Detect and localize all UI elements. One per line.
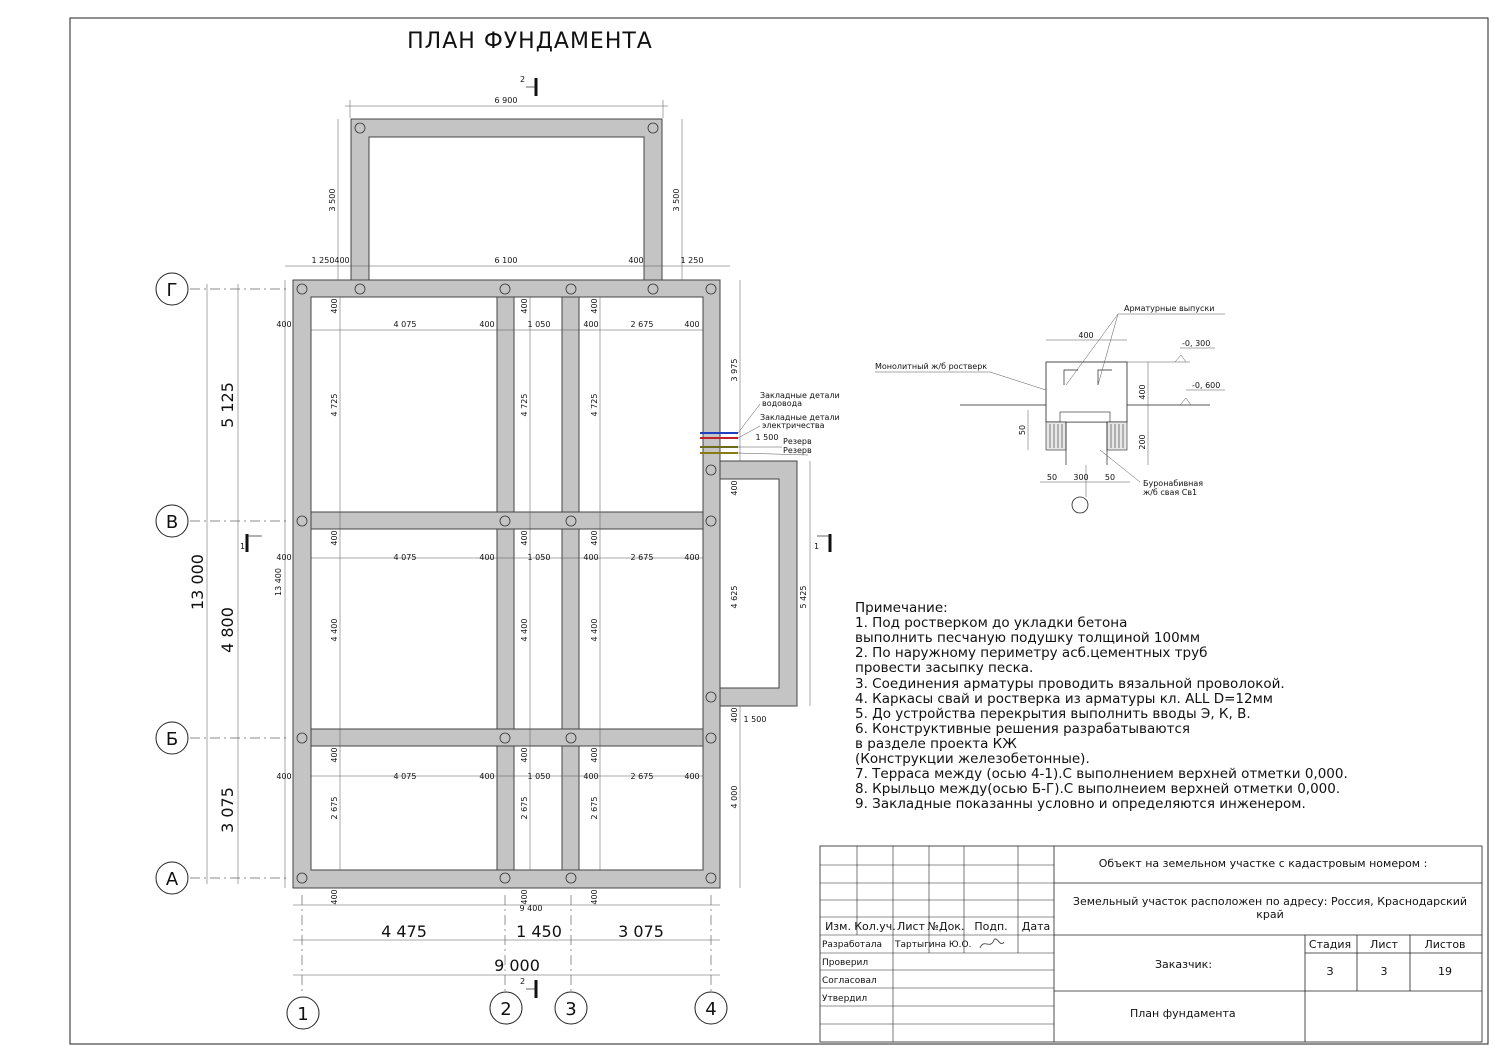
svg-text:1: 1 xyxy=(297,1004,309,1025)
svg-text:Закладные детали: Закладные детали xyxy=(760,391,840,400)
svg-text:400: 400 xyxy=(520,747,529,763)
svg-text:400: 400 xyxy=(330,530,339,546)
svg-text:3 500: 3 500 xyxy=(328,188,337,212)
svg-text:400: 400 xyxy=(590,747,599,763)
section-marker-2-bottom xyxy=(520,977,536,998)
svg-text:3 075: 3 075 xyxy=(618,922,664,941)
beam-axis-v xyxy=(311,512,703,529)
svg-text:Б: Б xyxy=(165,729,179,750)
svg-text:400: 400 xyxy=(684,772,700,781)
axis-lines xyxy=(190,289,711,995)
svg-text:Объект на земельном участке с: Объект на земельном участке с кадастровым номером : xyxy=(1098,857,1428,870)
svg-text:Подп.: Подп. xyxy=(974,920,1008,933)
axis-bubble-4 xyxy=(695,992,727,1024)
svg-text:200: 200 xyxy=(1138,434,1147,450)
svg-text:Резерв: Резерв xyxy=(783,446,812,455)
svg-text:электричества: электричества xyxy=(762,421,825,430)
svg-text:-0, 300: -0, 300 xyxy=(1182,339,1211,348)
svg-text:1 500: 1 500 xyxy=(743,715,767,724)
svg-text:3: 3 xyxy=(565,999,577,1020)
svg-text:13 400: 13 400 xyxy=(274,568,283,596)
svg-text:400: 400 xyxy=(479,320,495,329)
svg-text:19: 19 xyxy=(1438,965,1452,978)
svg-text:400: 400 xyxy=(590,889,599,905)
svg-text:4 400: 4 400 xyxy=(590,618,599,642)
beam-axis-2 xyxy=(497,297,514,870)
svg-text:край: край xyxy=(1256,908,1284,921)
utility-inlets xyxy=(700,391,840,455)
svg-text:Согласовал: Согласовал xyxy=(822,976,877,986)
axis-bubble-3 xyxy=(555,992,587,1024)
notes-heading: Примечание: xyxy=(855,600,948,616)
svg-text:400: 400 xyxy=(276,772,292,781)
svg-text:4: 4 xyxy=(705,999,717,1020)
svg-text:1 500: 1 500 xyxy=(755,433,779,442)
svg-text:400: 400 xyxy=(479,553,495,562)
svg-text:3: 3 xyxy=(1380,965,1388,978)
svg-text:Стадия: Стадия xyxy=(1308,938,1352,951)
section-marker-2-top xyxy=(520,75,536,96)
svg-text:4 625: 4 625 xyxy=(730,585,739,609)
svg-text:400: 400 xyxy=(520,530,529,546)
svg-text:400: 400 xyxy=(1078,331,1094,340)
svg-text:3 075: 3 075 xyxy=(218,787,237,833)
svg-text:в разделе проекта КЖ: в разделе проекта КЖ xyxy=(855,736,1017,752)
svg-text:400: 400 xyxy=(330,747,339,763)
axis-bubble-g xyxy=(156,273,188,305)
svg-text:4. Каркасы свай и ростверка из: 4. Каркасы свай и ростверка из арматуры кл. ALL D=12мм xyxy=(855,691,1273,707)
svg-text:2: 2 xyxy=(520,977,526,986)
svg-text:6. Конструктивные решения разр: 6. Конструктивные решения разрабатываются xyxy=(855,721,1191,737)
svg-text:9. Закладные показанны условно: 9. Закладные показанны условно и определяются инженером. xyxy=(855,796,1306,812)
svg-text:400: 400 xyxy=(330,889,339,905)
svg-text:А: А xyxy=(165,869,179,890)
svg-text:2 675: 2 675 xyxy=(630,553,654,562)
svg-text:ж/б свая Св1: ж/б свая Св1 xyxy=(1143,488,1198,497)
axis-bubble-v xyxy=(156,505,188,537)
svg-text:300: 300 xyxy=(1073,473,1089,482)
svg-text:400: 400 xyxy=(583,553,599,562)
svg-text:400: 400 xyxy=(730,707,739,723)
svg-text:З: З xyxy=(1326,965,1334,978)
svg-text:2 675: 2 675 xyxy=(520,796,529,820)
svg-text:8. Крыльцо между(осью Б-Г).С в: 8. Крыльцо между(осью Б-Г).С выполнеием верхней отметки 0,000. xyxy=(855,781,1341,797)
svg-text:(Конструкции железобетонные).: (Конструкции железобетонные). xyxy=(855,751,1090,767)
svg-text:400: 400 xyxy=(334,256,350,265)
svg-text:1 250: 1 250 xyxy=(680,256,704,265)
svg-text:1. Под ростверком до укладки б: 1. Под ростверком до укладки бетона xyxy=(855,615,1128,631)
svg-text:водовода: водовода xyxy=(762,399,803,408)
svg-text:провести засыпку песка.: провести засыпку песка. xyxy=(855,660,1034,676)
svg-text:13 000: 13 000 xyxy=(188,554,207,610)
drawing-title: ПЛАН ФУНДАМЕНТА xyxy=(407,29,653,54)
svg-text:9 000: 9 000 xyxy=(494,956,540,975)
title-block xyxy=(820,846,1482,1042)
svg-text:400: 400 xyxy=(590,530,599,546)
signature-mark xyxy=(980,939,1004,948)
svg-text:4 725: 4 725 xyxy=(520,393,529,417)
beam-axis-3 xyxy=(562,297,579,870)
svg-text:50: 50 xyxy=(1104,473,1116,482)
axis-bubble-b xyxy=(156,722,188,754)
svg-text:Заказчик:: Заказчик: xyxy=(1155,958,1213,971)
svg-text:3 500: 3 500 xyxy=(672,188,681,212)
svg-text:400: 400 xyxy=(276,320,292,329)
svg-text:7. Терраса между (осью 4-1).С: 7. Терраса между (осью 4-1).С выполнением верхней отметки 0,000. xyxy=(855,766,1348,782)
svg-text:Закладные детали: Закладные детали xyxy=(760,413,840,422)
svg-text:400: 400 xyxy=(684,553,700,562)
svg-text:2 675: 2 675 xyxy=(630,772,654,781)
svg-text:400: 400 xyxy=(520,889,529,905)
svg-text:3 975: 3 975 xyxy=(730,358,739,382)
svg-text:Г: Г xyxy=(166,280,178,301)
svg-text:3. Соединения арматуры проводи: 3. Соединения арматуры проводить вязальной проволокой. xyxy=(855,676,1285,692)
svg-text:1 050: 1 050 xyxy=(527,320,551,329)
svg-text:Изм.: Изм. xyxy=(825,920,851,933)
svg-text:Дата: Дата xyxy=(1021,920,1051,933)
svg-text:1: 1 xyxy=(814,542,820,551)
axis-bubble-1 xyxy=(287,997,319,1029)
svg-text:5. До устройства перекрытия вы: 5. До устройства перекрытия выполнить вводы Э, К, В. xyxy=(855,706,1251,722)
svg-text:Резерв: Резерв xyxy=(783,437,812,446)
pile-section-detail xyxy=(875,304,1225,513)
svg-text:4 075: 4 075 xyxy=(393,320,417,329)
section-marker-1-right xyxy=(814,534,830,552)
svg-text:2 675: 2 675 xyxy=(630,320,654,329)
svg-text:Монолитный ж/б ростверк: Монолитный ж/б ростверк xyxy=(875,362,988,371)
svg-text:-0, 600: -0, 600 xyxy=(1192,381,1221,390)
svg-text:4 725: 4 725 xyxy=(330,393,339,417)
svg-text:50: 50 xyxy=(1046,473,1058,482)
svg-text:1: 1 xyxy=(240,542,246,551)
svg-text:400: 400 xyxy=(1138,384,1147,400)
axis-bubble-a xyxy=(156,862,188,894)
svg-text:1 250: 1 250 xyxy=(311,256,335,265)
beam-axis-b xyxy=(311,729,703,746)
svg-text:Тартыгина Ю.О.: Тартыгина Ю.О. xyxy=(895,940,972,950)
section-marker-1-left xyxy=(240,534,262,552)
svg-text:Арматурные выпуски: Арматурные выпуски xyxy=(1124,304,1215,313)
svg-text:400: 400 xyxy=(583,320,599,329)
svg-text:Утвердил: Утвердил xyxy=(822,994,868,1004)
svg-text:4 400: 4 400 xyxy=(330,618,339,642)
svg-text:6 100: 6 100 xyxy=(494,256,518,265)
svg-text:2. По наружному периметру асб.: 2. По наружному периметру асб.цементных труб xyxy=(855,645,1208,661)
svg-text:5 425: 5 425 xyxy=(799,585,808,609)
svg-text:400: 400 xyxy=(730,480,739,496)
svg-text:2 675: 2 675 xyxy=(590,796,599,820)
svg-text:Листов: Листов xyxy=(1424,938,1466,951)
svg-text:1 050: 1 050 xyxy=(527,553,551,562)
svg-text:Земельный участок расположен п: Земельный участок расположен по адресу: Россия, Краснодарский xyxy=(1072,895,1468,908)
axis-bubble-2 xyxy=(490,992,522,1024)
svg-text:400: 400 xyxy=(628,256,644,265)
svg-text:Лист: Лист xyxy=(897,920,925,933)
svg-text:План фундамента: План фундамента xyxy=(1130,1007,1236,1020)
svg-text:выполнить песчаную подушку тол: выполнить песчаную подушку толщиной 100мм xyxy=(855,630,1201,646)
svg-text:4 075: 4 075 xyxy=(393,772,417,781)
svg-text:Кол.уч.: Кол.уч. xyxy=(854,920,896,933)
svg-text:400: 400 xyxy=(330,298,339,314)
notes-block xyxy=(855,600,1348,812)
svg-text:4 400: 4 400 xyxy=(520,618,529,642)
svg-text:Буронабивная: Буронабивная xyxy=(1143,479,1204,488)
svg-text:В: В xyxy=(165,512,179,533)
porch-beam xyxy=(720,461,797,706)
svg-text:Лист: Лист xyxy=(1370,938,1398,951)
svg-text:Разработала: Разработала xyxy=(822,940,883,950)
svg-text:400: 400 xyxy=(583,772,599,781)
svg-text:400: 400 xyxy=(684,320,700,329)
svg-text:2: 2 xyxy=(500,999,512,1020)
svg-text:4 475: 4 475 xyxy=(381,922,427,941)
svg-text:2: 2 xyxy=(520,75,526,84)
svg-text:Проверил: Проверил xyxy=(822,958,869,968)
svg-text:5 125: 5 125 xyxy=(218,382,237,428)
svg-text:4 000: 4 000 xyxy=(730,785,739,809)
svg-text:6 900: 6 900 xyxy=(494,96,518,105)
svg-text:1 050: 1 050 xyxy=(527,772,551,781)
svg-text:400: 400 xyxy=(590,298,599,314)
svg-text:4 075: 4 075 xyxy=(393,553,417,562)
svg-text:9 400: 9 400 xyxy=(519,904,543,913)
svg-text:1 450: 1 450 xyxy=(516,922,562,941)
svg-text:400: 400 xyxy=(276,553,292,562)
svg-text:400: 400 xyxy=(520,298,529,314)
svg-text:400: 400 xyxy=(479,772,495,781)
svg-text:2 675: 2 675 xyxy=(330,796,339,820)
svg-text:№Док.: №Док. xyxy=(927,920,965,933)
svg-text:4 725: 4 725 xyxy=(590,393,599,417)
svg-text:4 800: 4 800 xyxy=(218,607,237,653)
svg-text:50: 50 xyxy=(1018,424,1027,436)
